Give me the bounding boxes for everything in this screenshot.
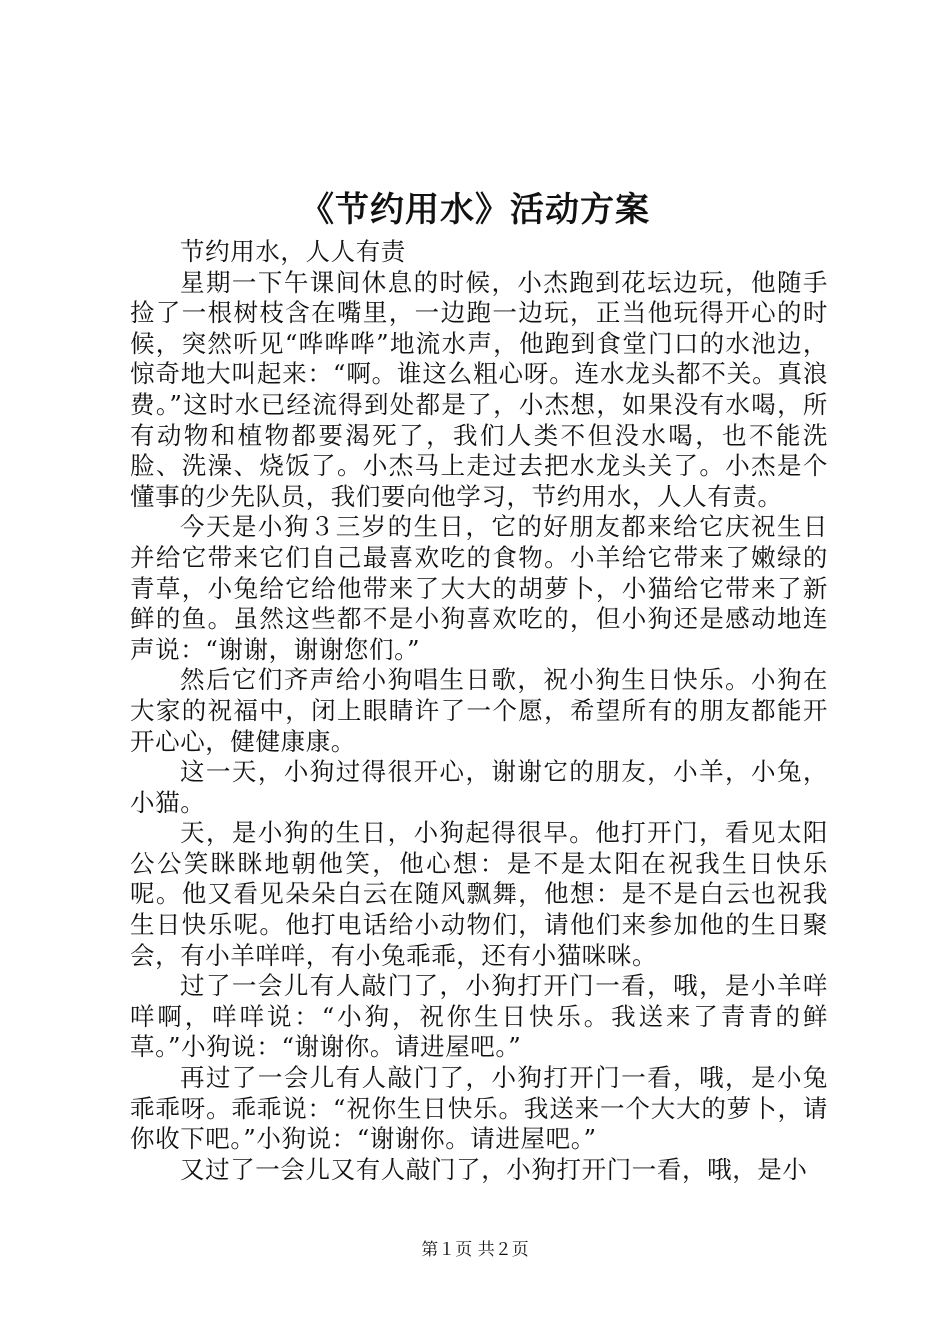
page-footer: 第１页 共２页	[421, 1240, 529, 1260]
paragraph: 这一天，小狗过得很开心，谢谢它的朋友，小羊，小兔，小猫。	[130, 757, 828, 817]
paragraph: 又过了一会儿又有人敲门了，小狗打开门一看，哦，是小	[180, 1154, 808, 1184]
paragraph: 再过了一会儿有人敲门了，小狗打开门一看，哦，是小兔乖乖呀。乖乖说：“祝你生日快乐。我送来一个大大的萝卜，请你收下吧。”小狗说：“谢谢你。请进屋吧。”	[130, 1063, 828, 1154]
paragraph: 今天是小狗３三岁的生日，它的好朋友都来给它庆祝生日并给它带来它们自己最喜欢吃的食物。小羊给它带来了嫩绿的青草，小兔给它给他带来了大大的胡萝卜，小猫给它带来了新鲜的鱼。虽然这些都不是小狗喜欢吃的，但小狗还是感动地连声说：“谢谢，谢谢您们。”	[130, 512, 828, 664]
document-body	[130, 237, 828, 1185]
document-title: 《节约用水》活动方案	[300, 190, 650, 230]
paragraph: 过了一会儿有人敲门了，小狗打开门一看，哦，是小羊咩咩啊，咩咩说：“小狗，祝你生日快乐。我送来了青青的鲜草。”小狗说：“谢谢你。请进屋吧。”	[130, 971, 828, 1062]
paragraph: 然后它们齐声给小狗唱生日歌，祝小狗生日快乐。小狗在大家的祝福中，闭上眼睛许了一个愿，希望所有的朋友都能开开心心，健健康康。	[130, 665, 828, 756]
paragraph: 天，是小狗的生日，小狗起得很早。他打开门，看见太阳公公笑眯眯地朝他笑，他心想：是不是太阳在祝我生日快乐呢。他又看见朵朵白云在随风飘舞，他想：是不是白云也祝我生日快乐呢。他打电话给小动物们，请他们来参加他的生日聚会，有小羊咩咩，有小兔乖乖，还有小猫咪咪。	[130, 818, 828, 970]
paragraph: 星期一下午课间休息的时候，小杰跑到花坛边玩，他随手捡了一根树枝含在嘴里，一边跑一边玩，正当他玩得开心的时候，突然听见“哗哗哗”地流水声，他跑到食堂门口的水池边，惊奇地大叫起来：“啊。谁这么粗心呀。连水龙头都不关。真浪费。”这时水已经流得到处都是了，小杰想，如果没有水喝，所有动物和植物都要渴死了，我们人类不但没水喝，也不能洗脸、洗澡、烧饭了。小杰马上走过去把水龙头关了。小杰是个懂事的少先队员，我们要向他学习，节约用水，人人有责。	[130, 267, 828, 511]
paragraph: 节约用水，人人有责	[180, 237, 406, 266]
